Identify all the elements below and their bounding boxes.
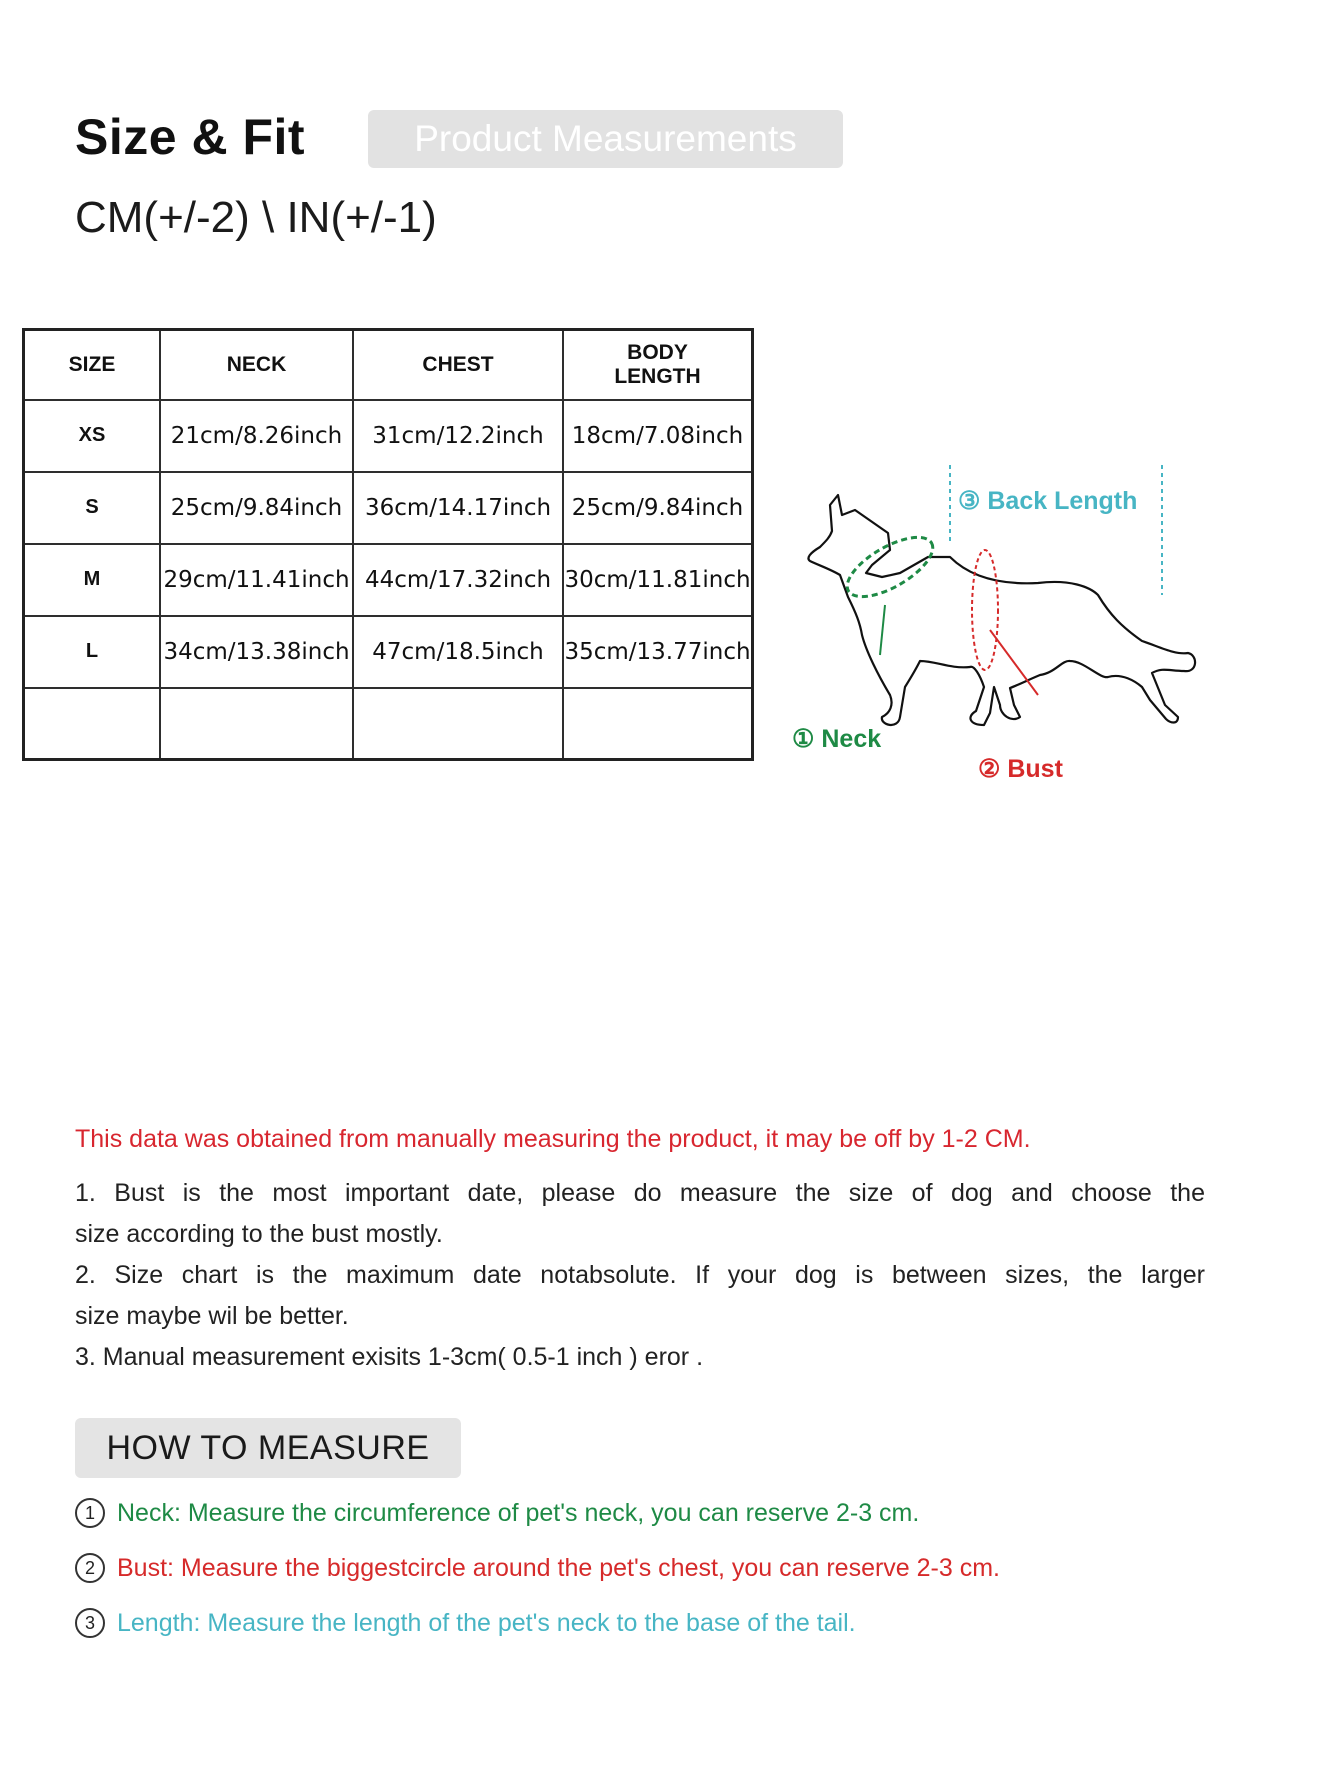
table-empty-row: [24, 688, 753, 760]
header-body-length: [563, 330, 753, 400]
back-length-label: ③ Back Length: [958, 487, 1138, 515]
neck-cell: 25cm/9.84inch: [160, 472, 353, 544]
step-neck: [75, 1498, 919, 1528]
how-to-measure-heading: HOW TO MEASURE: [75, 1418, 461, 1478]
note-item-2-line2: size maybe wil be better.: [75, 1302, 349, 1330]
empty-cell: [353, 688, 563, 760]
empty-cell: [563, 688, 753, 760]
size-cell: S: [24, 472, 161, 544]
header-chest: CHEST: [353, 330, 563, 400]
dog-measurement-diagram: [770, 455, 1270, 835]
product-measurements-badge: Product Measurements: [368, 110, 843, 168]
table-row: [24, 400, 753, 472]
bust-measure-ring: [972, 550, 998, 670]
empty-cell: [160, 688, 353, 760]
notes-list: [75, 1173, 1205, 1378]
step-bust: [75, 1553, 1000, 1583]
body-length-cell: 30cm/11.81inch: [563, 544, 753, 616]
body-length-cell: 35cm/13.77inch: [563, 616, 753, 688]
tolerance-note: CM(+/-2) \ IN(+/-1): [75, 193, 437, 242]
neck-measure-ring: [838, 526, 941, 609]
page-title: Size & Fit: [75, 109, 306, 165]
chest-cell: 31cm/12.2inch: [353, 400, 563, 472]
note-item-3: 3. Manual measurement exisits 1-3cm( 0.5-1 inch ) eror .: [75, 1343, 704, 1371]
header-neck: NECK: [160, 330, 353, 400]
table-row: [24, 544, 753, 616]
step-bust-text: Bust: Measure the biggestcircle around the pet's chest, you can reserve 2-3 cm.: [117, 1553, 1000, 1582]
empty-cell: [24, 688, 161, 760]
dog-outline-illustration: [808, 495, 1195, 725]
table-row: [24, 472, 753, 544]
table-row: [24, 616, 753, 688]
chest-cell: 47cm/18.5inch: [353, 616, 563, 688]
note-item-1-line2: size according to the bust mostly.: [75, 1220, 443, 1248]
step-number-icon: 3: [75, 1608, 105, 1638]
size-cell: L: [24, 616, 161, 688]
chest-cell: 44cm/17.32inch: [353, 544, 563, 616]
neck-label: ① Neck: [792, 725, 882, 753]
step-length: [75, 1608, 856, 1638]
body-length-cell: 18cm/7.08inch: [563, 400, 753, 472]
measurement-warning: This data was obtained from manually measuring the product, it may be off by 1-2 CM.: [75, 1125, 1031, 1153]
step-length-text: Length: Measure the length of the pet's neck to the base of the tail.: [117, 1608, 856, 1637]
header-size: SIZE: [24, 330, 161, 400]
body-length-cell: 25cm/9.84inch: [563, 472, 753, 544]
size-cell: XS: [24, 400, 161, 472]
neck-pointer-line: [880, 605, 885, 655]
size-cell: M: [24, 544, 161, 616]
table-header-row: [24, 330, 753, 400]
note-item-2-line1: 2. Size chart is the maximum date notabsolute. If your dog is between sizes, the larger: [75, 1261, 1205, 1289]
step-neck-text: Neck: Measure the circumference of pet's neck, you can reserve 2-3 cm.: [117, 1498, 920, 1527]
bust-label: ② Bust: [978, 755, 1063, 783]
neck-cell: 29cm/11.41inch: [160, 544, 353, 616]
chest-cell: 36cm/14.17inch: [353, 472, 563, 544]
neck-cell: 21cm/8.26inch: [160, 400, 353, 472]
header-body-length-line1: BODY: [627, 340, 688, 364]
step-number-icon: 1: [75, 1498, 105, 1528]
header-body-length-line2: LENGTH: [614, 364, 701, 388]
step-number-icon: 2: [75, 1553, 105, 1583]
note-item-1-line1: 1. Bust is the most important date, please do measure the size of dog and choose the: [75, 1179, 1205, 1207]
neck-cell: 34cm/13.38inch: [160, 616, 353, 688]
size-chart-table: [22, 328, 754, 761]
